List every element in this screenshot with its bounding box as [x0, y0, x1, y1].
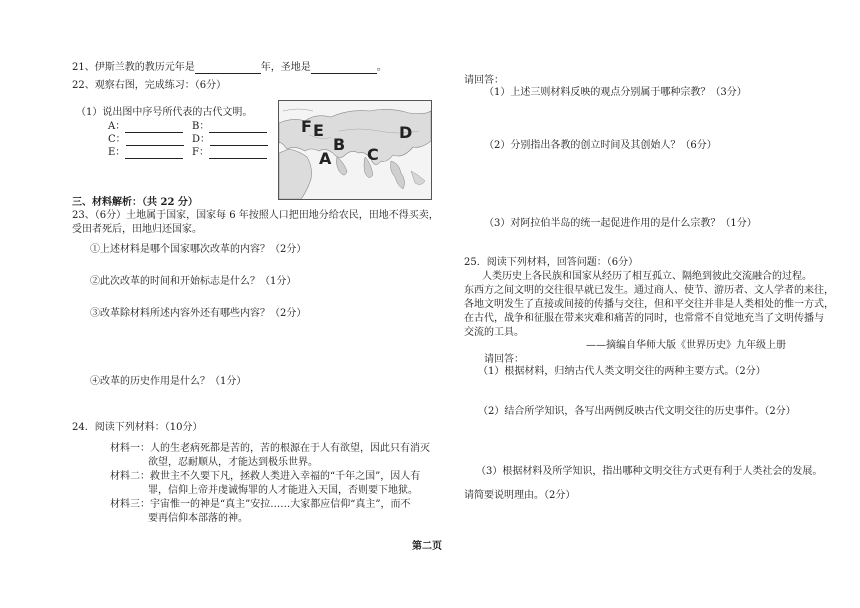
q22-blank-e[interactable]	[125, 148, 183, 159]
q25-para-2: 东西方之间文明的交往很早就已发生。通过商人、使节、游历者、文人学者的来往，	[464, 285, 834, 296]
q21-end: 。	[376, 62, 387, 73]
q25-source: ——摘编自华师大版《世界历史》九年级上册	[586, 340, 786, 351]
q24-material-3a: 材料三：宇宙惟一的神是“真主”安拉……大家都应信仰“真主”，而不	[110, 499, 411, 510]
q25-para-5: 交流的工具。	[464, 327, 524, 338]
q22-opt-e: E：	[108, 147, 183, 159]
q23-line1: 23、（6分）土地属于国家，国家每 6 年按照人口把田地分给农民，田地不得买卖，	[72, 210, 439, 221]
ancient-civilizations-map	[278, 100, 432, 200]
q22-opt-f: F：	[192, 147, 267, 159]
q25-para-1: 人类历史上各民族和国家从经历了相互孤立、隔绝到彼此交流融合的过程。	[482, 271, 812, 282]
q25-question-1: （1）根据材料，归纳古代人类文明交往的两种主要方式。（2分）	[478, 366, 766, 377]
q25-ask: 请回答：	[484, 354, 524, 365]
q24-answer-3: （3）对阿拉伯半岛的统一起促进作用的是什么宗教？（1分）	[484, 218, 757, 229]
q25-title: 25．阅读下列材料，回答问题：（6分）	[464, 257, 639, 268]
right-ask: 请回答：	[464, 75, 504, 86]
q23-question-1: ①上述材料是哪个国家哪次改革的内容？（2分）	[90, 244, 307, 255]
q23-question-2: ②此次改革的时间和开始标志是什么？（1分）	[90, 276, 297, 287]
map-label-b: B	[333, 135, 346, 154]
page-number: 第二页	[412, 541, 442, 552]
map-label-e: E	[313, 121, 324, 140]
q22-title: 22、观察右图，完成练习：（6分）	[72, 80, 227, 91]
q22-opt-c: C：	[108, 134, 184, 146]
q22-blank-b[interactable]	[209, 122, 267, 133]
q25-question-3: （3）根据材料及所学知识，指出哪种文明交往方式更有利于人类社会的发展。	[476, 466, 823, 477]
q22-blank-f[interactable]	[209, 148, 267, 159]
q24-material-1b: 欲望，忍耐顺从，才能达到极乐世界。	[148, 457, 318, 468]
q22-sub: （1）说出图中序号所代表的古代文明。	[76, 107, 253, 118]
q24-answer-2: （2）分别指出各教的创立时间及其创始人？（6分）	[484, 140, 717, 151]
q24-material-3b: 要再信仰本部落的神。	[148, 513, 248, 524]
q25-para-4: 在古代，战争和征服在带来灾难和痛苦的同时，也常常不自觉地充当了文明传播与	[464, 313, 824, 324]
q22-blank-a[interactable]	[125, 122, 183, 133]
q22-opt-b: B：	[192, 121, 267, 133]
q22-blank-c[interactable]	[126, 135, 184, 146]
q24-title: 24．阅读下列材料：（10分）	[72, 422, 203, 433]
q25-reason: 请简要说明理由。（2分）	[464, 490, 576, 501]
map-graphic	[279, 101, 431, 199]
map-label-f: F	[301, 117, 312, 136]
q23-line2: 受田者死后，田地归还国家。	[72, 224, 202, 235]
q21-blank-year[interactable]	[195, 63, 261, 74]
q22-blank-d[interactable]	[210, 135, 268, 146]
q21-mid: 年，圣地是	[260, 62, 311, 73]
q21-prefix: 21、伊斯兰教的教历元年是	[72, 62, 195, 73]
q23-question-4: ④改革的历史作用是什么？（1分）	[90, 376, 247, 387]
q23-question-3: ③改革除材料所述内容外还有哪些内容？（2分）	[90, 308, 307, 319]
map-label-a: A	[319, 149, 332, 168]
map-label-c: C	[367, 145, 379, 164]
q22-opt-a: A：	[108, 121, 183, 133]
q22-opt-d: D：	[192, 134, 268, 146]
section-3-title: 三、材料解析：（共 22 分）	[72, 197, 198, 208]
q25-para-3: 各地文明发生了直接或间接的传播与交往，但和平交往并非是人类相处的惟一方式，	[464, 299, 834, 310]
q24-material-2a: 材料二：救世主不久要下凡，拯救人类进入幸福的“千年之国”，因人有	[110, 471, 421, 482]
q24-material-1a: 材料一：人的生老病死都是苦的，苦的根源在于人有欲望，因此只有消灭	[110, 443, 430, 454]
q25-question-2: （2）结合所学知识，各写出两例反映古代文明交往的历史事件。（2分）	[478, 406, 796, 417]
q21-line	[72, 62, 387, 74]
map-label-d: D	[399, 123, 413, 142]
q24-material-2b: 罪，信仰上帝并虔诚悔罪的人才能进入天国，否则要下地狱。	[148, 485, 418, 496]
q21-blank-holyland[interactable]	[311, 63, 377, 74]
q24-answer-1: （1）上述三则材料反映的观点分别属于哪种宗教？（3分）	[484, 87, 747, 98]
